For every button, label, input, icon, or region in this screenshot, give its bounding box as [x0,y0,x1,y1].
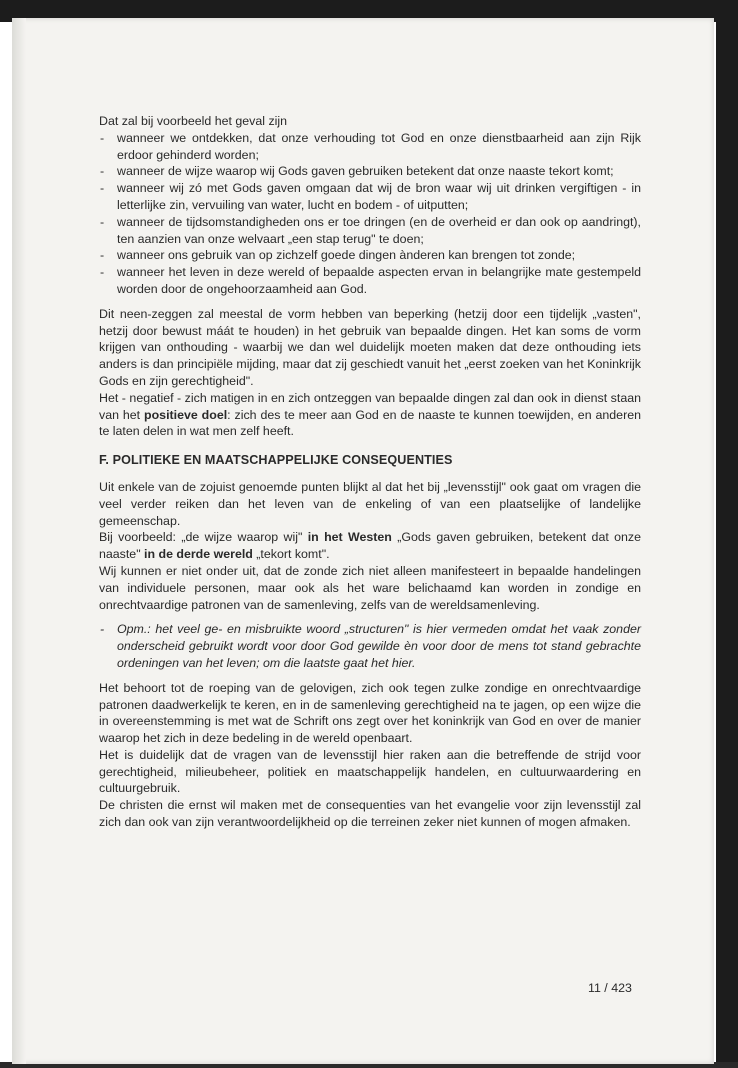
note-item: - Opm.: het veel ge- en misbruikte woord „structuren" is hier vermeden omdat het vaak zonder onderscheid gebruikt wordt voor door God gewilde èn voor door de mens tot stand gebrachte ordeningen van het leven; om die laatste gaat het hier. [99,621,641,671]
page-number: 11 / 423 [588,981,632,995]
intro-line: Dat zal bij voorbeeld het geval zijn [99,114,288,128]
bold-third-world: in de derde wereld [144,547,253,562]
page-fold-shadow [12,18,26,1064]
list-item: - wanneer ons gebruik van op zichzelf goede dingen ànderen kan brengen tot zonde; [99,247,641,264]
bold-positive-goal: positieve doel [144,407,228,422]
list-item: - wanneer de tijdsomstandigheden ons er toe dringen (en de overheid er dan ook op aandringt), ten aanzien van onze welvaart „een stap terug" te doen; [99,214,641,248]
section-heading: F. POLITIEKE EN MAATSCHAPPELIJKE CONSEQUENTIES [99,453,453,468]
paragraph-duidelijk: Het is duidelijk dat de vragen van de levensstijl hier raken aan die betreffende de strijd voor gerechtigheid, milieubeheer, politiek en maatschappelijk handelen, en cultuurwaardering en cultuurgebruik. [99,747,641,796]
paragraph-levensstijl: Uit enkele van de zojuist genoemde punten blijkt al dat het bij „levensstijl" ook gaat om vragen die veel verder reiken dan het leven van de enkeling of van een plaatselijke of landelijke gemeenschap. [99,479,641,528]
text-span: „Gods gaven gebruiken, betekent dat onze naaste" [99,530,642,562]
bold-west: in het Westen [307,530,392,545]
note-list [99,621,641,671]
list-item: - wanneer we ontdekken, dat onze verhouding tot God en onze dienstbaarheid aan zijn Rijk erdoor gehinderd worden; [99,130,641,164]
list-item: - wanneer wij zó met Gods gaven omgaan dat wij de bron waar wij uit drinken vergiftigen - in letterlijke zin, vervuiling van water, lucht en bodem - of uitputten; [99,180,641,214]
list-item: - wanneer het leven in deze wereld of bepaalde aspecten ervan in belangrijke mate gestempeld worden door de ongehoorzaamheid aan God. [99,264,641,298]
condition-list [99,130,641,298]
paragraph-example [99,529,641,563]
scan-border-right [716,0,738,1068]
paragraph-negatief [99,390,641,440]
page-body [99,113,641,831]
text-span: Het - negatief - zich matigen in en zich ontzeggen van bepaalde dingen zal dan ook in dienst staan van het [99,390,641,422]
paragraph-christen: De christen die ernst wil maken met de consequenties van het evangelie voor zijn levensstijl zal zich dan ook van zijn verantwoordelijkheid op die terreinen zeker niet kunnen of mogen afmaken. [99,798,641,830]
text-span: Bij voorbeeld: „de wijze waarop wij" [99,530,308,545]
paragraph-neen-zeggen: Dit neen-zeggen zal meestal de vorm hebben van beperking (hetzij door een tijdelijk „vasten", hetzij door bewust máát te houden) in het gebruik van bepaalde dingen. Het kan soms de vorm krijgen van onthouding - waarbij we dan wel duidelijk moeten maken dat deze onthouding iets anders is dan principiële mijding, maar dat zij geschiedt vanuit het „eerst zoeken van het Koninkrijk Gods en zijn gerechtigheid". [99,306,641,388]
paragraph-roeping: Het behoort tot de roeping van de gelovigen, zich ook tegen zulke zondige en onrechtvaardige patronen daadwerkelijk te keren, en in de samenleving gerechtigheid na te jagen, op een wijze die in overeenstemming is met wat de Schrift ons zegt over het koninkrijk van God en over de manier waarop het zich in deze bedeling in de wereld openbaart. [99,680,641,746]
text-span: „tekort komt". [252,547,330,562]
list-item: - wanneer de wijze waarop wij Gods gaven gebruiken betekent dat onze naaste tekort komt; [99,163,641,180]
text-span: : zich des te meer aan God en de naaste te kunnen toewijden, en anderen te laten delen in wat men zelf heeft. [99,407,641,439]
paragraph-zonde: Wij kunnen er niet onder uit, dat de zonde zich niet alleen manifesteert in bepaalde handelingen van individuele personen, maar ook als het ware belichaamd kan worden in zondige en onrechtvaardige patronen van de samenleving, zelfs van de wereldsamenleving. [99,563,641,612]
